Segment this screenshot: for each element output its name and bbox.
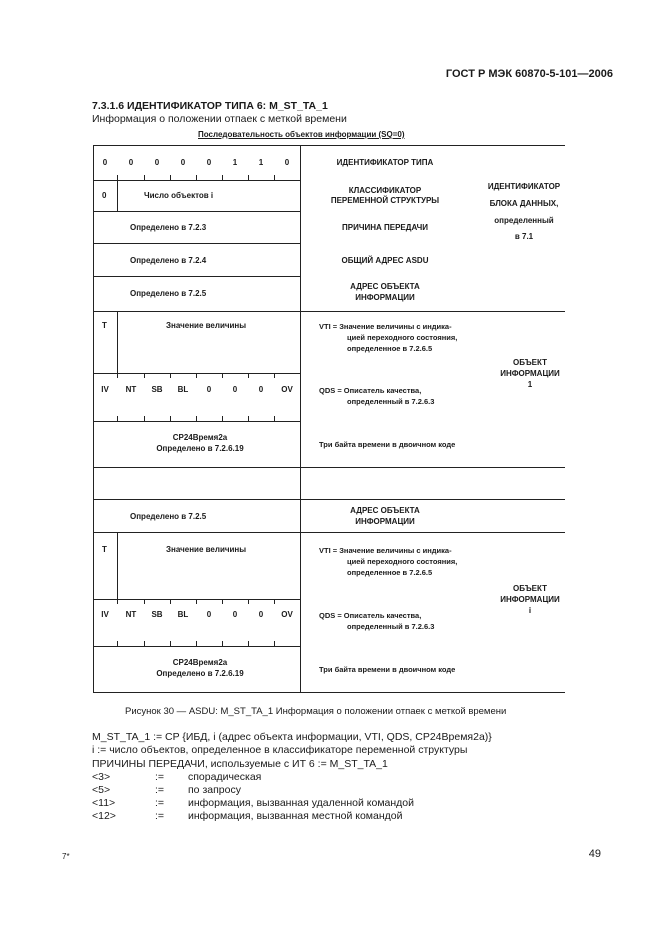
transient-bit: T: [102, 545, 107, 554]
standard-header: ГОСТ Р МЭК 60870-5-101—2006: [445, 68, 613, 80]
cause-desc: информация, вызванная удаленной командой: [188, 797, 415, 809]
cot-label: ПРИЧИНА ПЕРЕДАЧИ: [342, 223, 428, 232]
cp24-definition: Определено в 7.2.6.19: [156, 444, 244, 453]
section-title: 7.3.1.6 ИДЕНТИФИКАТОР ТИПА 6: M_ST_TA_1: [92, 100, 328, 112]
qds-bit: IV: [101, 385, 109, 394]
qds-bit: NT: [125, 385, 137, 394]
i-definition: i := число объектов, определенное в классификаторе переменной структуры: [92, 744, 468, 756]
qds-bit: 0: [232, 385, 238, 394]
value-text: Значение величины: [166, 321, 247, 330]
qds-bit: OV: [281, 610, 293, 619]
cp24-definition: Определено в 7.2.6.19: [156, 669, 244, 678]
row-line: [93, 467, 565, 468]
cause-code: <12>: [92, 810, 116, 822]
type-bit: 0: [102, 158, 108, 167]
cot-heading: ПРИЧИНЫ ПЕРЕДАЧИ, используемые с ИТ 6 := M_ST_TA_1: [92, 758, 388, 770]
info-object-i-label: ОБЪЕКТ: [513, 584, 547, 593]
qds-bit: BL: [177, 610, 189, 619]
qds-bit: SB: [151, 610, 163, 619]
row-line: [93, 180, 300, 181]
ioa-definition: Определено в 7.2.5: [130, 512, 207, 521]
cause-op: :=: [155, 771, 165, 783]
cp24-label: CP24Время2а: [172, 658, 228, 667]
vsq-label-2: ПЕРЕМЕННОЙ СТРУКТУРЫ: [330, 196, 440, 205]
info-object-1-label-2: ИНФОРМАЦИИ: [500, 369, 560, 378]
type-bit: 0: [128, 158, 134, 167]
cause-desc: информация, вызванная местной командой: [188, 810, 403, 822]
ioa-label: АДРЕС ОБЪЕКТА: [350, 506, 420, 515]
qds-desc-2: определенный в 7.2.6.3: [347, 397, 435, 406]
qds-bit: NT: [125, 610, 137, 619]
row-line: [93, 211, 300, 212]
dui-label: ИДЕНТИФИКАТОР: [487, 182, 561, 191]
dui-label-4: в 7.1: [514, 232, 534, 241]
dui-label-2: БЛОКА ДАННЫХ,: [489, 199, 559, 208]
vsq-label: КЛАССИФИКАТОР: [348, 186, 422, 195]
row-line: [93, 532, 565, 533]
type-bit: 0: [284, 158, 290, 167]
ioa-label-2: ИНФОРМАЦИИ: [355, 293, 415, 302]
qds-bit: 0: [258, 385, 264, 394]
qds-bit: BL: [177, 385, 189, 394]
vti-desc-3: определенное в 7.2.6.5: [347, 344, 433, 353]
cause-code: <3>: [92, 771, 111, 783]
type-bit: 0: [180, 158, 186, 167]
transient-bit: T: [102, 321, 107, 330]
row-line: [93, 421, 300, 422]
dui-label-3: определенный: [494, 216, 554, 225]
value-text: Значение величины: [166, 545, 247, 554]
cause-code: <11>: [92, 797, 116, 809]
time-desc: Три байта времени в двоичном коде: [319, 440, 456, 449]
time-desc: Три байта времени в двоичном коде: [319, 665, 456, 674]
qds-bit: 0: [206, 610, 212, 619]
section-subtitle: Информация о положении отпаек с меткой времени: [92, 113, 347, 125]
ioa-label: АДРЕС ОБЪЕКТА: [350, 282, 420, 291]
qds-bit: IV: [101, 610, 109, 619]
footer-mark: 7*: [62, 852, 70, 861]
qds-desc: QDS = Описатель качества,: [319, 386, 422, 395]
cause-op: :=: [155, 797, 165, 809]
vti-desc: VTI = Значение величины с индика-: [319, 322, 452, 331]
cause-op: :=: [155, 784, 165, 796]
cell-divider: [117, 532, 118, 599]
row-line: [93, 243, 300, 244]
info-object-1-number: 1: [527, 380, 533, 389]
qds-bit: OV: [281, 385, 293, 394]
cause-desc: спорадическая: [188, 771, 262, 783]
info-object-i-number: i: [528, 606, 532, 615]
info-object-i-label-2: ИНФОРМАЦИИ: [500, 595, 560, 604]
qds-bit: 0: [258, 610, 264, 619]
page-number: 49: [588, 848, 601, 860]
row-line: [93, 311, 565, 312]
sequence-header: Последовательность объектов информации (SQ=0): [198, 130, 405, 139]
vti-desc-2: цией переходного состояния,: [347, 333, 458, 342]
vti-desc: VTI = Значение величины с индика-: [319, 546, 452, 555]
cp24-label: CP24Время2а: [172, 433, 228, 442]
qds-bit: 0: [206, 385, 212, 394]
vti-desc-2: цией переходного состояния,: [347, 557, 458, 566]
ioa-label-2: ИНФОРМАЦИИ: [355, 517, 415, 526]
cot-definition: Определено в 7.2.3: [130, 223, 207, 232]
qds-bit: 0: [232, 610, 238, 619]
cause-code: <5>: [92, 784, 111, 796]
row-line: [93, 499, 565, 500]
qds-bit: SB: [151, 385, 163, 394]
info-object-1-label: ОБЪЕКТ: [513, 358, 547, 367]
row-line: [93, 646, 300, 647]
type-bit: 0: [154, 158, 160, 167]
cell-divider: [117, 180, 118, 211]
type-bit: 0: [206, 158, 212, 167]
table-top-line: [93, 145, 565, 146]
type-bit: 1: [232, 158, 238, 167]
qds-desc: QDS = Описатель качества,: [319, 611, 422, 620]
table-bottom-line: [93, 692, 565, 693]
vti-desc-3: определенное в 7.2.6.5: [347, 568, 433, 577]
asdu-address-label: ОБЩИЙ АДРЕС ASDU: [341, 256, 429, 265]
row-line: [93, 276, 300, 277]
object-count: Число объектов i: [144, 191, 214, 200]
ioa-definition: Определено в 7.2.5: [130, 289, 207, 298]
formula-line: M_ST_TA_1 := CP {ИБД, i (адрес объекта информации, VTI, QDS, CP24Время2а)}: [92, 731, 492, 743]
figure-caption: Рисунок 30 — ASDU: M_ST_TA_1 Информация о положении отпаек с меткой времени: [125, 706, 507, 717]
asdu-address-definition: Определено в 7.2.4: [130, 256, 207, 265]
cause-desc: по запросу: [188, 784, 241, 796]
table-left-line: [93, 145, 94, 692]
type-bit: 1: [258, 158, 264, 167]
cause-op: :=: [155, 810, 165, 822]
cell-divider: [117, 311, 118, 373]
sq-bit: 0: [102, 191, 107, 200]
type-id-label: ИДЕНТИФИКАТОР ТИПА: [336, 158, 434, 167]
qds-desc-2: определенный в 7.2.6.3: [347, 622, 435, 631]
